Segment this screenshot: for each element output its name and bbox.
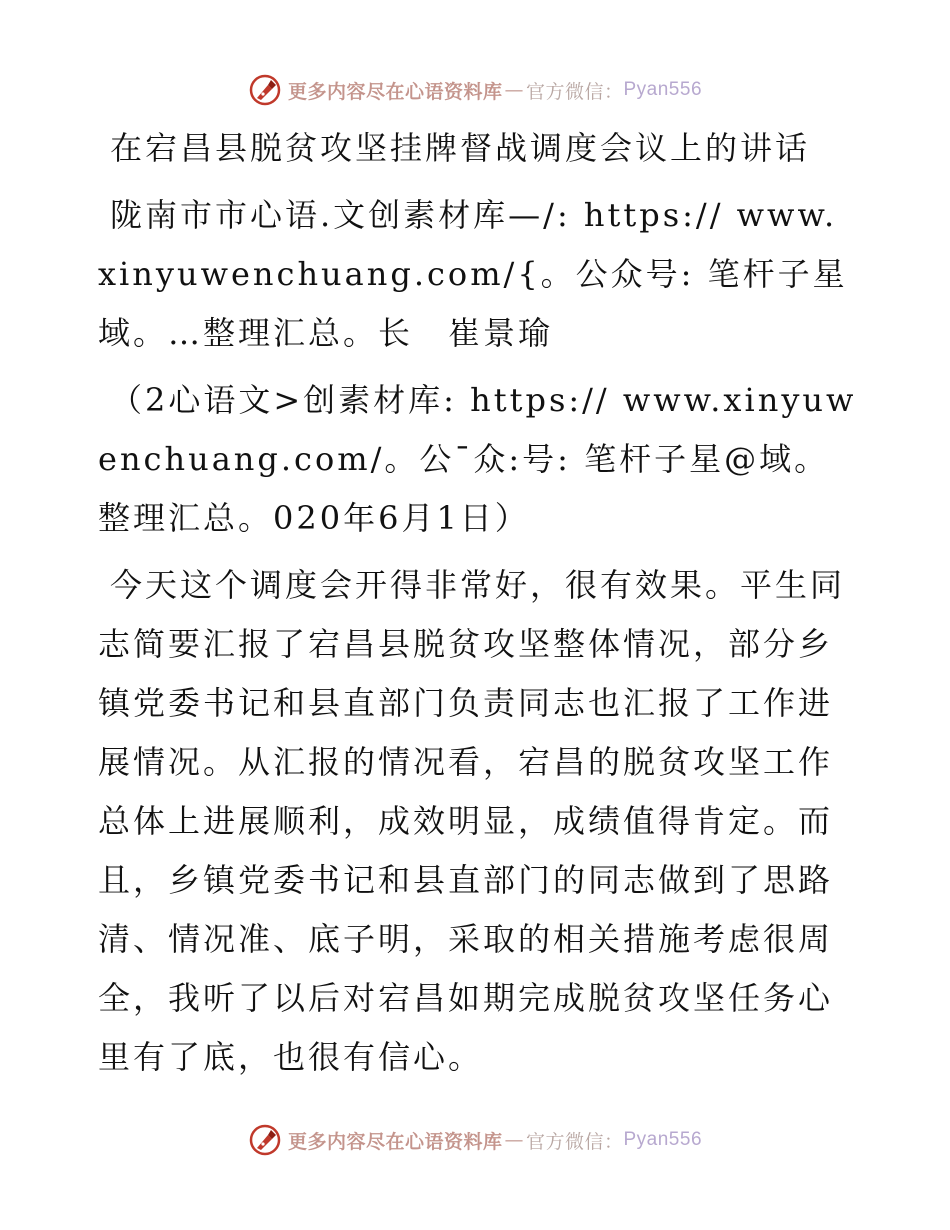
watermark-label: 官方微信： (525, 80, 624, 103)
document-title: 在宕昌县脱贫攻坚挂牌督战调度会议上的讲话 (110, 129, 811, 167)
footer-watermark-banner (0, 1120, 950, 1160)
pen-nib-circle-icon (248, 1123, 282, 1157)
watermark-label: 官方微信： (525, 1130, 624, 1153)
header-watermark-banner (0, 70, 950, 110)
document-paragraph: 今天这个调度会开得非常好，很有效果。平生同志简要汇报了宕昌县脱贫攻坚整体情况，部分乡镇党委书记和县直部门负责同志也汇报了工作进展情况。从汇报的情况看，宕昌的脱贫攻坚工作总体上进展顺利，成效明显，成绩值得肯定。而且，乡镇党委书记和县直部门的同志做到了思路清、情况准、底子明，采取的相关措施考虑很周全，我听了以后对宕昌如期完成脱贫攻坚任务心里有了底，也很有信心。 (98, 566, 846, 1076)
document-byline: 陇南市市心语.文创素材库—/: https:// www.xinyuwenchuang.com/{。公众号: 笔杆子星域。…整理汇总。长 崔景瑜 (98, 196, 848, 352)
watermark-wechat-id: Pyan556 (623, 1129, 703, 1150)
pen-nib-circle-icon (248, 73, 282, 107)
watermark-wechat-id: Pyan556 (623, 79, 703, 100)
document-body (98, 120, 858, 1095)
watermark-dash: — (504, 1129, 524, 1151)
watermark-site-text: 更多内容尽在心语资料库 (287, 80, 503, 103)
watermark-dash: — (504, 79, 524, 101)
document-date-line: （2心语文>创素材库: https:// www.xinyuwenchuang.com/。公¯众:号: 笔杆子星@域。整理汇总。020年6月1日） (98, 381, 857, 537)
watermark-site-text: 更多内容尽在心语资料库 (287, 1130, 503, 1153)
